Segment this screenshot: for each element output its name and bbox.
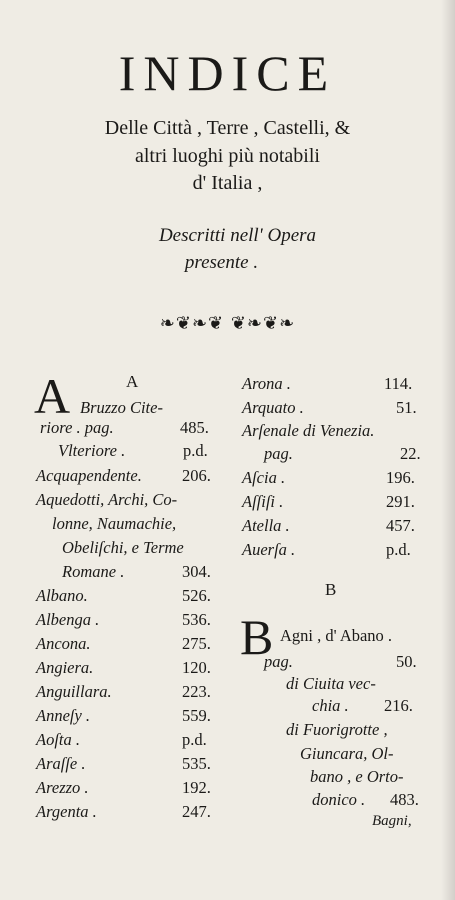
entry-text: di Fuorigrotte ,: [286, 720, 388, 739]
list-item: [36, 658, 211, 678]
list-item: [58, 441, 208, 461]
subtitle-line-1: Delle Città , Terre , Castelli, &: [104, 117, 351, 139]
list-item: [62, 538, 184, 558]
entry-text: bano , e Orto-: [310, 767, 404, 786]
list-item: [36, 730, 207, 750]
list-item: [62, 562, 211, 582]
list-item: [312, 696, 413, 716]
entry-text: Arezzo .: [36, 778, 89, 797]
index-title: INDICE: [118, 45, 337, 101]
subtitle-line-3: d' Italia ,: [192, 172, 263, 194]
subtitle-line-2: altri luoghi più notabili: [135, 145, 320, 167]
entry-text: Arona .: [242, 374, 291, 393]
entry-text: Araſſe .: [36, 754, 86, 773]
entry-page: 247.: [182, 802, 211, 821]
entry-page: 457.: [386, 516, 415, 535]
entry-page: 526.: [182, 586, 211, 605]
entry-page: 216.: [384, 696, 413, 715]
list-item: [280, 626, 392, 646]
entry-text: Obeliſchi, e Terme: [62, 538, 184, 557]
description-line-2: presente .: [184, 252, 259, 273]
list-item: [36, 610, 211, 630]
list-item: [36, 778, 211, 798]
entry-text: Ancona.: [36, 634, 91, 653]
section-a-letter: A: [126, 372, 139, 391]
list-item: [242, 374, 413, 394]
list-item: [300, 744, 394, 764]
list-item: [242, 492, 415, 512]
entry-page: 483.: [390, 790, 419, 809]
list-item: [36, 490, 177, 510]
section-b-letter: B: [325, 580, 337, 599]
list-item: [310, 767, 404, 787]
entry-text: Auerſa .: [242, 540, 296, 559]
entry-page: 275.: [182, 634, 211, 653]
entry-text: Angiera.: [36, 658, 94, 677]
ornament-divider: ❧❦❧❦ ❦❧❦❧: [159, 313, 296, 334]
entry-page: 192.: [182, 778, 211, 797]
entry-page: 535.: [182, 754, 211, 773]
list-item: [36, 586, 211, 606]
list-item: [36, 754, 211, 774]
entry-text: Romane .: [62, 562, 125, 581]
list-item: [52, 514, 176, 534]
entry-text: Acquapendente.: [36, 466, 142, 485]
entry-page: 304.: [182, 562, 211, 581]
list-item: [242, 398, 417, 418]
entry-page: p.d.: [183, 441, 208, 460]
entry-page: p.d.: [386, 540, 411, 559]
list-item: [264, 444, 421, 464]
entry-page: 196.: [386, 468, 415, 487]
entry-text: Aquedotti, Archi, Co-: [36, 490, 178, 509]
list-item: [80, 398, 163, 418]
list-item: [36, 802, 211, 822]
entry-text: lonne, Naumachie,: [52, 514, 177, 533]
entry-page: 559.: [182, 706, 211, 725]
entry-page: 22.: [400, 444, 421, 463]
list-item: [36, 634, 211, 654]
entry-text: Albenga .: [36, 610, 100, 629]
entry-text: pag.: [264, 444, 293, 463]
list-item: [36, 706, 211, 726]
section-b-dropcap: B: [240, 609, 274, 665]
list-item: [242, 540, 411, 560]
entry-text: Anneſy .: [36, 706, 91, 725]
list-item: [40, 418, 209, 438]
entry-page: 51.: [396, 398, 417, 417]
entry-text: pag.: [264, 652, 293, 671]
entry-text: Aſcia .: [242, 468, 286, 487]
entry-page: 50.: [396, 652, 417, 671]
entry-text: Arquato .: [242, 398, 304, 417]
list-item: [312, 790, 419, 810]
entry-page: 485.: [180, 418, 209, 437]
entry-text: Agni , d' Abano .: [280, 626, 393, 645]
section-a-dropcap: A: [34, 368, 71, 424]
entry-page: 114.: [384, 374, 413, 393]
list-item: [286, 674, 376, 694]
entry-page: 120.: [182, 658, 211, 677]
entry-text: riore . pag.: [40, 418, 114, 437]
list-item: [36, 682, 211, 702]
entry-text: Anguillara.: [36, 682, 112, 701]
entry-text: chia .: [312, 696, 349, 715]
list-item: [286, 720, 388, 740]
description-line-1: Descritti nell' Opera: [158, 225, 317, 246]
entry-text: Atella .: [242, 516, 290, 535]
list-item: [264, 652, 417, 672]
entry-page: 206.: [182, 466, 211, 485]
entry-text: Aoſta .: [36, 730, 80, 749]
entry-text: Albano.: [36, 586, 88, 605]
entry-text: Argenta .: [36, 802, 97, 821]
entry-text: Vlteriore .: [58, 441, 126, 460]
entry-text: Arſenale di Venezia.: [242, 421, 375, 440]
list-item: [36, 466, 211, 486]
entry-text: Aſſiſi .: [242, 492, 284, 511]
list-item: [242, 516, 415, 536]
entry-page: 291.: [386, 492, 415, 511]
entry-page: 536.: [182, 610, 211, 629]
list-item: [242, 468, 415, 488]
list-item: [242, 421, 374, 441]
catchword: Bagni,: [372, 813, 412, 829]
entry-page: 223.: [182, 682, 211, 701]
entry-text: di Ciuita vec-: [286, 674, 376, 693]
entry-text: Bruzzo Cite-: [80, 398, 163, 417]
entry-page: p.d.: [182, 730, 207, 749]
entry-text: donico .: [312, 790, 366, 809]
entry-text: Giuncara, Ol-: [300, 744, 394, 763]
